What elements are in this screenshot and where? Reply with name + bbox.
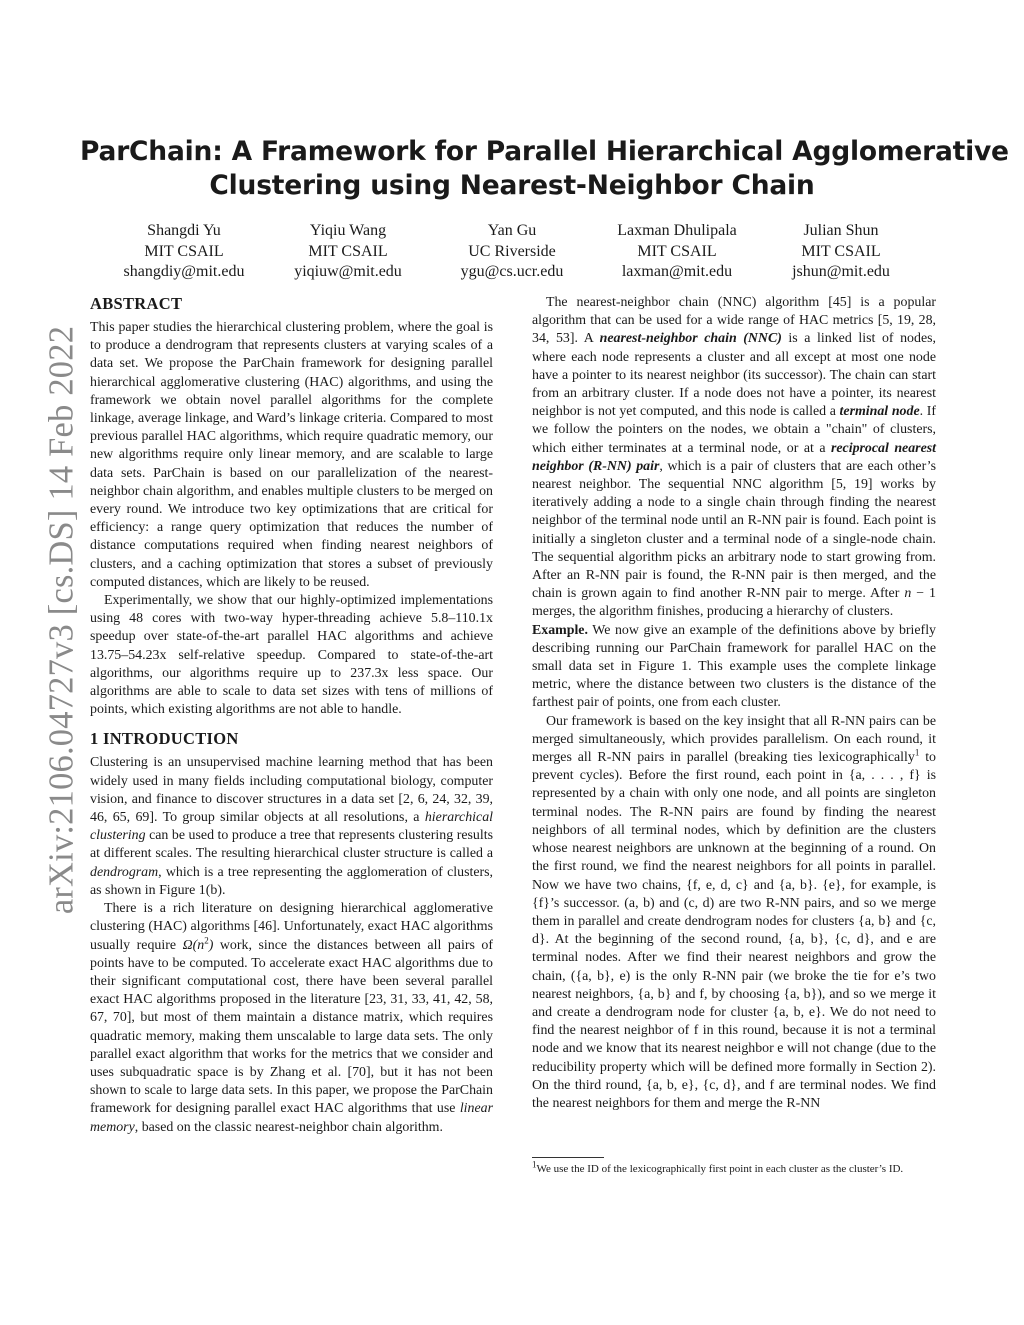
author-name: Julian Shun [803, 222, 879, 239]
nnc-paragraph: The nearest-neighbor chain (NNC) algorithm [45] is a popular algorithm that can be used for a wide range of HAC metrics [5, 19, 28, 34, 53]. A nearest-neighbor chain (NNC) is a linked list of nodes, where each node represents a cluster and all except at most one node have a pointer to its nearest neighbor (its successor). The chain can start from an arbitrary cluster. If a node does not have a pointer, its nearest neighbor is not yet computed, and this node is called a terminal node. If we follow the pointers on the nodes, we obtain a "chain" of clusters, which either terminates at a terminal node, or at a reciprocal nearest neighbor (R-NN) pair, which is a pair of clusters that are each other’s nearest neighbor. The sequential NNC algorithm [5, 19] works by iteratively adding a node to a single chain through finding the nearest neighbor of the terminal node until an R-NN pair is found. Each point is initially a singleton cluster and a terminal node of a single-node chain. The sequential algorithm picks an arbitrary node to start growing from. After an R-NN pair is found, the R-NN pair is then merged, and the chain is grown again to find another R-NN pair to merge. After n − 1 merges, the algorithm finishes, producing a hierarchy of clusters. [532, 295, 937, 620]
author-name: Laxman Dhulipala [617, 222, 737, 239]
title-line-2: Clustering using Nearest-Neighbor Chain [209, 170, 815, 201]
author-affiliation: MIT CSAIL [637, 242, 717, 260]
intro-paragraph-1: Clustering is an unsupervised machine learning method that has been widely used in many fields including computational biology, computer vision, and finance to discover structures in a data set [2, 6, 24, 32, 39, 46, 65, 69]. To group similar objects at all resolutions, a hierarchical clustering can be used to produce a tree that represents clustering results at different scales. The resulting hierarchical cluster structure is called a dendrogram, which is a tree representing the agglomeration of clusters, as shown in Figure 1(b). [90, 755, 493, 898]
abstract-heading: ABSTRACT [90, 294, 183, 313]
section-heading-introduction: 1 INTRODUCTION [90, 729, 239, 749]
author-email: yiqiuw@mit.edu [294, 263, 402, 280]
author-5 [741, 221, 941, 283]
author-name: Yiqiu Wang [309, 222, 387, 239]
intro-paragraph-2: There is a rich literature on designing hierarchical agglomerative clustering (HAC) algorithms [46]. Unfortunately, exact HAC algorithms usually require $\Omega(n^2)$ work, since the distances between all pairs of points have to be computed. To accelerate exact HAC algorithms due to their significant computational cost, there have been several parallel exact HAC algorithms proposed in the literature [23, 31, 33, 41, 42, 58, 67, 70], but most of them maintain a distance matrix, which requires quadratic memory, making them unscalable to large data sets. The only parallel exact algorithm that works for the metrics that we consider and uses subquadratic space is by Zhang et al. [70], but it has not been shown to scale to large data sets. In this paper, we propose the ParChain framework for designing parallel exact HAC algorithms that use linear memory, based on the classic nearest-neighbor chain algorithm. [90, 901, 493, 1135]
term-rnn-pair: reciprocal nearest neighbor (R-NN) pair [532, 440, 937, 474]
footnote-rule [532, 1157, 604, 1158]
author-affiliation: MIT CSAIL [308, 242, 388, 260]
author-affiliation: UC Riverside [468, 242, 556, 260]
term-dendrogram: dendrogram [90, 864, 159, 880]
footnote [532, 1157, 936, 1176]
author-email: ygu@cs.ucr.edu [460, 263, 564, 280]
paper-title [80, 135, 1009, 203]
abstract-paragraph-1: This paper studies the hierarchical clustering problem, where the goal is to produce a dendrogram that represents clusters at varying scales of a data set. We propose the ParChain framework for designing parallel hierarchical agglomerative clustering (HAC) algorithms, and using the framework we obtain novel parallel algorithms for the complete linkage, average linkage, and Ward’s linkage criteria. Compared to most previous parallel HAC algorithms, which require quadratic memory, our new algorithms require only linear memory, and are scalable to large data sets. ParChain is based on our parallelization of the nearest-neighbor chain algorithm, and enables multiple clusters to be merged on every round. We introduce two key optimizations that are critical for efficiency: a range query optimization that reduces the number of distance computations required when finding nearest neighbors of clusters, and a caching optimization that stores a subset of previously computed distances, which are likely to be reused. [90, 320, 493, 590]
example-paragraph: Example. We now give an example of the definitions above by briefly describing running our ParChain framework for parallel HAC on the small data set in Figure 1. This example uses the complete linkage metric, where the distance between two clusters is the distance of the farthest pair of points, one from each cluster. [532, 622, 936, 711]
complexity-expression: Ω(n [182, 937, 205, 953]
arxiv-id-text: arXiv:2106.04727v3 [cs.DS] 14 Feb 2022 [42, 325, 81, 915]
framework-paragraph: Our framework is based on the key insight that all R-NN pairs can be merged simultaneously, which provides parallelism. On each round, it merges all R-NN pairs in parallel (breaking ties lexicographically$^1$ to prevent cycles). Before the first round, each point in {a, . . . , f} is represented by a chain with only one node, and all points are singleton terminal nodes. The R-NN pairs are found by finding the nearest neighbors of all terminal nodes, which by definition are the clusters whose nearest neighbors are unknown at the beginning of a round. On the first round, we find the nearest neighbors for all points in parallel. Now we have two chains, {f, e, d, c} and {a, b}. {e}, for example, is {f}’s successor. (a, b) and (c, d) are two R-NN pairs, and so we merge them in parallel and create dendrogram nodes for clusters {a, b} and {c, d}. At the beginning of the second round, {a, b}, {c, d}, and e are terminal nodes. After we find their nearest neighbors and grow the chain, ({a, b}, e) is the only R-NN pair (we broke the tie for e’s two nearest neighbors, {a, b} and f, by choosing {a, b}), and so we merge it and create a dendrogram node for cluster {a, b, e}. We do not need to find the nearest neighbor of f in this round, because it is not a terminal node and we know that its nearest neighbor e will not change (due to the reducibility property which will be defined more formally in Section 2). On the third round, {a, b, e}, {c, d}, and f are terminal nodes. We find the nearest neighbors for them and merge the R-NN [532, 713, 936, 1111]
term-hierarchical-clustering: hierarchical clustering [90, 810, 493, 844]
author-affiliation: MIT CSAIL [144, 242, 224, 260]
term-linear-memory: linear memory [90, 1101, 493, 1135]
author-name: Shangdi Yu [147, 222, 221, 239]
abstract-paragraph-2: Experimentally, we show that our highly-optimized implementations using 48 cores with two-way hyper-threading achieve 5.8–110.1x speedup over state-of-the-art parallel HAC algorithms and achieve 13.75–54.23x self-relative speedup. Compared to state-of-the-art algorithms, our algorithms require up to 237.3x less space. Our algorithms are able to scale to data set sizes with tens of millions of points, which existing algorithms are not able to handle. [90, 593, 493, 718]
example-runin-heading: Example. [532, 622, 588, 638]
title-line-1: ParChain: A Framework for Parallel Hierarchical Agglomerative [80, 136, 1009, 167]
author-affiliation: MIT CSAIL [801, 242, 881, 260]
author-email: shangdiy@mit.edu [123, 263, 245, 280]
footnote-marker: 1 [914, 747, 920, 758]
footnote-text: We use the ID of the lexicographically first point in each cluster as the cluster’s ID. [536, 1163, 904, 1175]
left-column [90, 294, 493, 1137]
term-nearest-neighbor-chain: nearest-neighbor chain (NNC) [599, 331, 782, 347]
author-name: Yan Gu [487, 222, 537, 239]
author-email: jshun@mit.edu [792, 263, 890, 280]
author-email: laxman@mit.edu [621, 263, 733, 280]
term-terminal-node: terminal node [839, 404, 920, 420]
right-column [532, 294, 936, 1113]
footnote-mark: 1 [532, 1159, 537, 1170]
